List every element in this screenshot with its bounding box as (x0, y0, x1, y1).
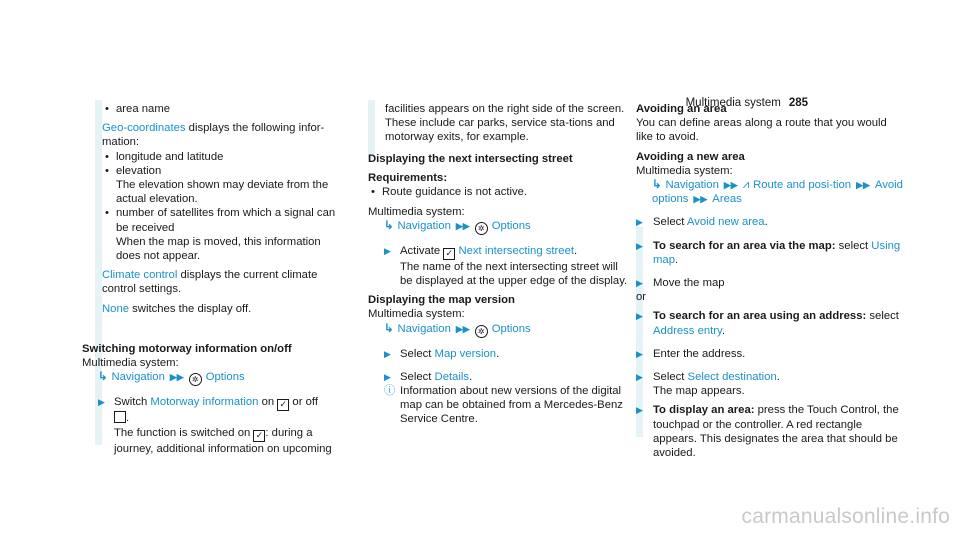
gear-icon-3: ✲ (475, 325, 488, 338)
display-area-bold: To display an area: (653, 404, 755, 417)
info-icon: ⓘ (384, 385, 396, 398)
step-arrow-icon-10: ▶ (636, 372, 643, 383)
address-entry-link[interactable]: Address entry (653, 324, 722, 337)
geo-item-1: • longitude and latitude (102, 150, 342, 164)
navigation-link-3[interactable]: Navigation (397, 322, 451, 335)
path-hook-icon-4: ↳ (652, 179, 662, 192)
step-arrow-icon-11: ▶ (636, 405, 643, 416)
none-text: switches the display off. (132, 302, 252, 315)
geo-item-3: • number of satellites from which a signal can be received (102, 206, 342, 234)
details-link[interactable]: Details (434, 370, 470, 383)
header-title: Multimedia system (685, 97, 781, 109)
avoid-new-step: ▶ Select Avoid new area. (636, 216, 768, 229)
step-arrow-icon: ▶ (98, 397, 105, 408)
on-word: on (261, 396, 275, 409)
new-area-heading: Avoiding a new area (636, 150, 745, 163)
function-tail: : during a journey, additional information on upcoming (114, 426, 332, 455)
search-address-step: ▶ To search for an area using an address: select Address entry. (636, 310, 899, 337)
navigation-link-4[interactable]: Navigation (665, 179, 719, 192)
chevron-icon: ▶▶ (169, 372, 184, 383)
map-version-link[interactable]: Map version (434, 347, 497, 360)
elevation-note: The elevation shown may deviate from the actual elevation. (116, 179, 329, 206)
climate-text: displays the current climate control settings. (102, 269, 318, 296)
motorway-heading: Switching motorway information on/off (82, 343, 292, 355)
intersect-path (368, 219, 633, 235)
step-arrow-icon-4: ▶ (384, 371, 391, 382)
select-word-6: Select (653, 371, 685, 384)
watermark: carmanualsonline.info (741, 505, 950, 528)
column-1 (102, 102, 342, 316)
areas-link[interactable]: Areas (712, 193, 742, 206)
or-word: or (636, 291, 647, 304)
function-text: The function is switched on (114, 426, 251, 439)
intersect-mm-system: Multimedia system: (368, 205, 465, 218)
select-destination-link[interactable]: Select destination (687, 371, 777, 384)
route-and-position-link[interactable]: Route and posi-tion (753, 179, 852, 192)
intersect-heading: Displaying the next intersecting street (368, 153, 573, 165)
step-arrow-icon-3: ▶ (384, 348, 391, 359)
select-word-5: select (869, 310, 899, 323)
info-note (368, 384, 633, 427)
motorway-mm-system: Multimedia system: (82, 357, 179, 370)
options-link[interactable]: Options (205, 371, 245, 384)
path-hook-icon: ↳ (98, 371, 108, 384)
checked-box-icon-3: ✓ (443, 248, 455, 260)
checked-box-icon: ✓ (277, 399, 289, 411)
gear-icon: ✲ (189, 373, 202, 386)
select-word: Select (400, 347, 432, 360)
move-map-text: Move the map (653, 277, 725, 290)
options-link-3[interactable]: Options (491, 322, 531, 335)
avoid-new-area-link[interactable]: Avoid new area (686, 216, 765, 229)
step-arrow-icon-5: ▶ (636, 217, 643, 228)
details-step: ▶ Select Details. (384, 370, 473, 383)
search-address-bold: To search for an area using an address: (653, 310, 867, 323)
next-intersecting-street-link[interactable]: Next intersecting street (458, 244, 574, 257)
step-arrow-icon-6: ▶ (636, 240, 643, 251)
checked-box-icon-2: ✓ (253, 430, 265, 442)
version-mm-system: Multimedia system: (368, 308, 465, 321)
version-heading: Displaying the map version (368, 294, 515, 307)
path-hook-icon-2: ↳ (384, 219, 394, 232)
page-number: 285 (788, 97, 808, 109)
select-word-2: Select (400, 370, 432, 383)
bullet-area-name: • area name (102, 102, 342, 116)
options-link-2[interactable]: Options (491, 219, 531, 232)
step-arrow-icon-7: ▶ (636, 278, 643, 289)
intersect-step: ▶ Activate ✓ Next intersecting street. The name of the next intersecting street will be displayed at the upper edge of the display. (368, 244, 633, 288)
new-area-path (636, 178, 906, 206)
none-paragraph (102, 302, 342, 316)
unchecked-box-icon (114, 411, 126, 423)
climate-control-link[interactable]: Climate control (102, 269, 178, 282)
select-destination-step: ▶ Select Select destination. The map appears. (636, 370, 906, 398)
navigation-link-2[interactable]: Navigation (397, 219, 451, 232)
chevron-icon-3: ▶▶ (455, 323, 470, 334)
geo-coordinates-link[interactable]: Geo-coordinates (102, 122, 186, 135)
enter-address-text: Enter the address. (653, 347, 746, 360)
intersect-desc: The name of the next intersecting street will be displayed at the upper edge of the display. (400, 260, 628, 288)
search-map-step: ▶ To search for an area via the map: select Using map. (636, 239, 901, 266)
switch-word: Switch (114, 396, 148, 409)
chevron-icon-5: ▶▶ (856, 180, 870, 191)
map-version-step: ▶ Select Map version. (384, 347, 500, 360)
navigation-link[interactable]: Navigation (111, 371, 165, 384)
column-3 (636, 102, 906, 460)
display-area-text: press the Touch Control, the touchpad or the controller. A red rectangle appears. This designates the area that should be avoided. (653, 404, 899, 460)
map-appears-text: The map appears. (653, 385, 745, 398)
avoid-heading: Avoiding an area (636, 103, 727, 115)
motorway-step: ▶ Switch Motorway information on ✓ or off . The function is switched on ✓ : during a journey, additional information on upcoming (98, 396, 332, 455)
column-2-main (368, 152, 633, 427)
geo-text: displays the following infor-mation: (102, 122, 325, 149)
select-word-3: Select (653, 216, 685, 229)
move-map-step (636, 276, 906, 290)
col2-margin-bar (368, 100, 375, 158)
activate-word: Activate (400, 244, 441, 257)
motorway-path (82, 370, 347, 386)
select-word-4: select (838, 239, 869, 252)
path-hook-icon-3: ↳ (384, 322, 394, 335)
requirements-heading: Requirements: (368, 172, 448, 185)
or-off-word: or off (292, 396, 318, 409)
step-arrow-icon-2: ▶ (384, 245, 391, 256)
step-arrow-icon-9: ▶ (636, 348, 643, 359)
chevron-icon-4: ▶▶ (723, 180, 738, 191)
display-area-step (636, 403, 906, 460)
geo-item-2: • elevation (102, 164, 342, 178)
info-text: Information about new versions of the digital map can be obtained from a Mercedes-Benz Service Centre. (400, 385, 623, 426)
geo-paragraph (102, 121, 342, 149)
motorway-section (82, 342, 347, 456)
requirements-item: • Route guidance is not active. (368, 185, 633, 199)
avoid-text: You can define areas along a route that you would like to avoid. (636, 117, 887, 144)
avoid-options-link[interactable]: Avoid options (652, 179, 903, 206)
step-arrow-icon-8: ▶ (636, 311, 643, 322)
facilities-text: facilities appears on the right side of the screen. These include car parks, service sta-tions and motorway exits, for example. (385, 103, 625, 144)
satellites-note: When the map is moved, this information does not appear. (116, 235, 321, 263)
new-area-mm-system: Multimedia system: (636, 164, 733, 177)
enter-address-step (636, 347, 906, 361)
gear-icon-2: ✲ (475, 222, 488, 235)
motorway-information-link[interactable]: Motorway information (150, 396, 259, 409)
using-map-link[interactable]: Using map (653, 239, 901, 266)
none-link[interactable]: None (102, 302, 130, 315)
climate-paragraph (102, 268, 342, 296)
search-map-bold: To search for an area via the map: (653, 239, 836, 252)
chevron-icon-2: ▶▶ (455, 220, 470, 231)
route-icon: ⩘ (742, 179, 750, 192)
column-2 (385, 102, 625, 145)
chevron-icon-6: ▶▶ (693, 194, 708, 205)
version-path (368, 322, 633, 338)
